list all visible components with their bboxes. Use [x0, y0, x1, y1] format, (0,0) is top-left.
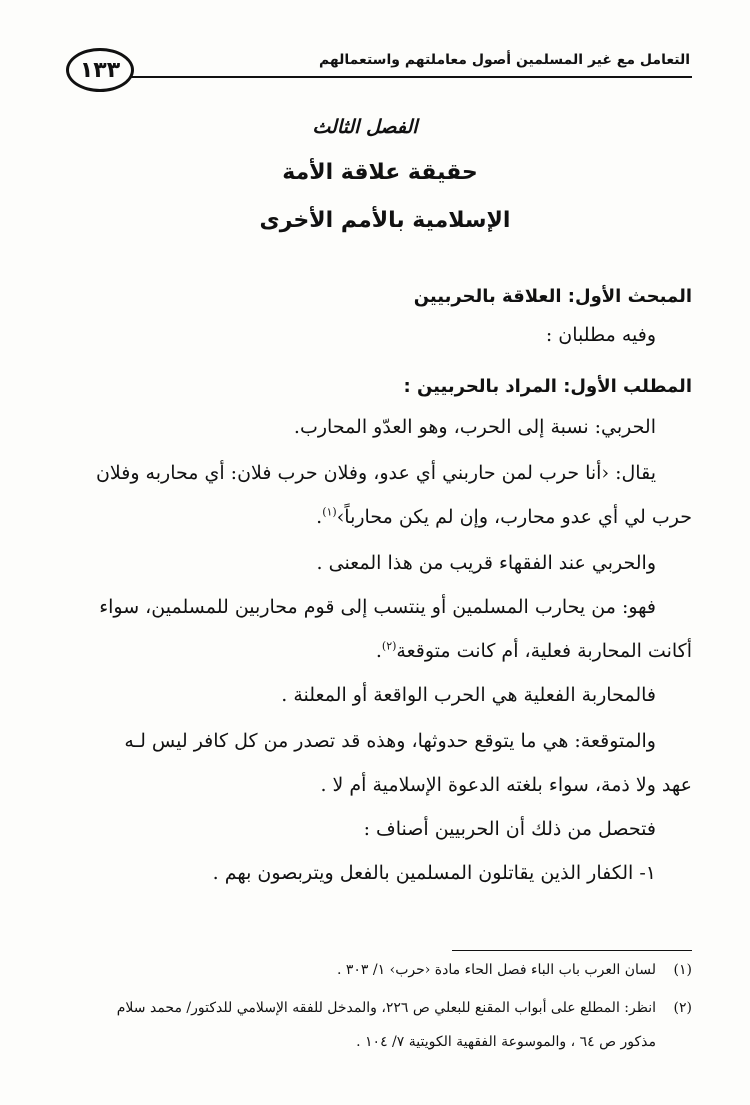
- paragraph-4-line-1: فهو: من يحارب المسلمين أو ينتسب إلى قوم محاربين للمسلمين، سواء: [99, 596, 656, 618]
- footnote-1-number: (١): [673, 962, 692, 978]
- paragraph-3: والحربي عند الفقهاء قريب من هذا المعنى .: [316, 552, 656, 574]
- header-rule: [130, 76, 692, 78]
- footnote-rule: [452, 950, 692, 951]
- chapter-title-line-2: الإسلامية بالأمم الأخرى: [259, 208, 511, 233]
- footnote-1: [337, 962, 692, 978]
- subsection-heading: المطلب الأول: المراد بالحربيين :: [403, 376, 692, 397]
- footnote-ref-2[interactable]: (٢): [381, 639, 397, 653]
- paragraph-2-line-2: حرب لي أي عدو محارب، وإن لم يكن محارباً›$^{(١)}$.: [316, 505, 692, 528]
- page-number: ١٣٣: [66, 48, 134, 92]
- footnote-1-text: لسان العرب باب الباء فصل الحاء مادة ‹حرب› ١/ ٣٠٣ .: [336, 962, 656, 978]
- footnote-2-continuation: مذكور ص ٦٤ ، والموسوعة الفقهية الكويتية ٧/ ١٠٤ .: [356, 1034, 656, 1050]
- chapter-title-line-1: حقيقة علاقة الأمة: [282, 160, 478, 185]
- intro-text: وفيه مطلبان :: [545, 324, 656, 346]
- paragraph-5: فالمحاربة الفعلية هي الحرب الواقعة أو المعلنة .: [281, 684, 656, 706]
- footnote-2: [117, 1000, 692, 1016]
- paragraph-2-line-1: يقال: ‹أنا حرب لمن حاربني أي عدو، وفلان حرب فلان: أي محاربه وفلان: [95, 462, 656, 484]
- paragraph-1: الحربي: نسبة إلى الحرب، وهو العدّو المحارب.: [293, 416, 656, 438]
- footnote-2-number: (٢): [673, 1000, 692, 1016]
- list-item-1: ١- الكفار الذين يقاتلون المسلمين بالفعل ويتربصون بهم .: [212, 862, 656, 884]
- paragraph-6-line-1: والمتوقعة: هي ما يتوقع حدوثها، وهذه قد تصدر من كل كافر ليس لـه: [124, 730, 656, 752]
- footnote-2-text: انظر: المطلع على أبواب المقنع للبعلي ص ٢٢٦، والمدخل للفقه الإسلامي للدكتور/ محمد سلام: [116, 1000, 656, 1016]
- paragraph-6-line-2: عهد ولا ذمة، سواء بلغته الدعوة الإسلامية أم لا .: [320, 774, 692, 796]
- section-heading: المبحث الأول: العلاقة بالحربيين: [413, 286, 692, 307]
- paragraph-7: فتحصل من ذلك أن الحربيين أصناف :: [363, 818, 656, 840]
- footnote-ref-1[interactable]: (١): [322, 505, 337, 519]
- chapter-label: الفصل الثالث: [312, 116, 418, 138]
- paragraph-4-line-2: أكانت المحاربة فعلية، أم كانت متوقعة$^{(٢)}$.: [375, 639, 692, 662]
- paragraph-4-text: أكانت المحاربة فعلية، أم كانت متوقعة: [396, 640, 692, 662]
- paragraph-2-text: حرب لي أي عدو محارب، وإن لم يكن محارباً›: [336, 506, 692, 528]
- running-title: التعامل مع غير المسلمين أصول معاملتهم واستعمالهم: [318, 52, 690, 68]
